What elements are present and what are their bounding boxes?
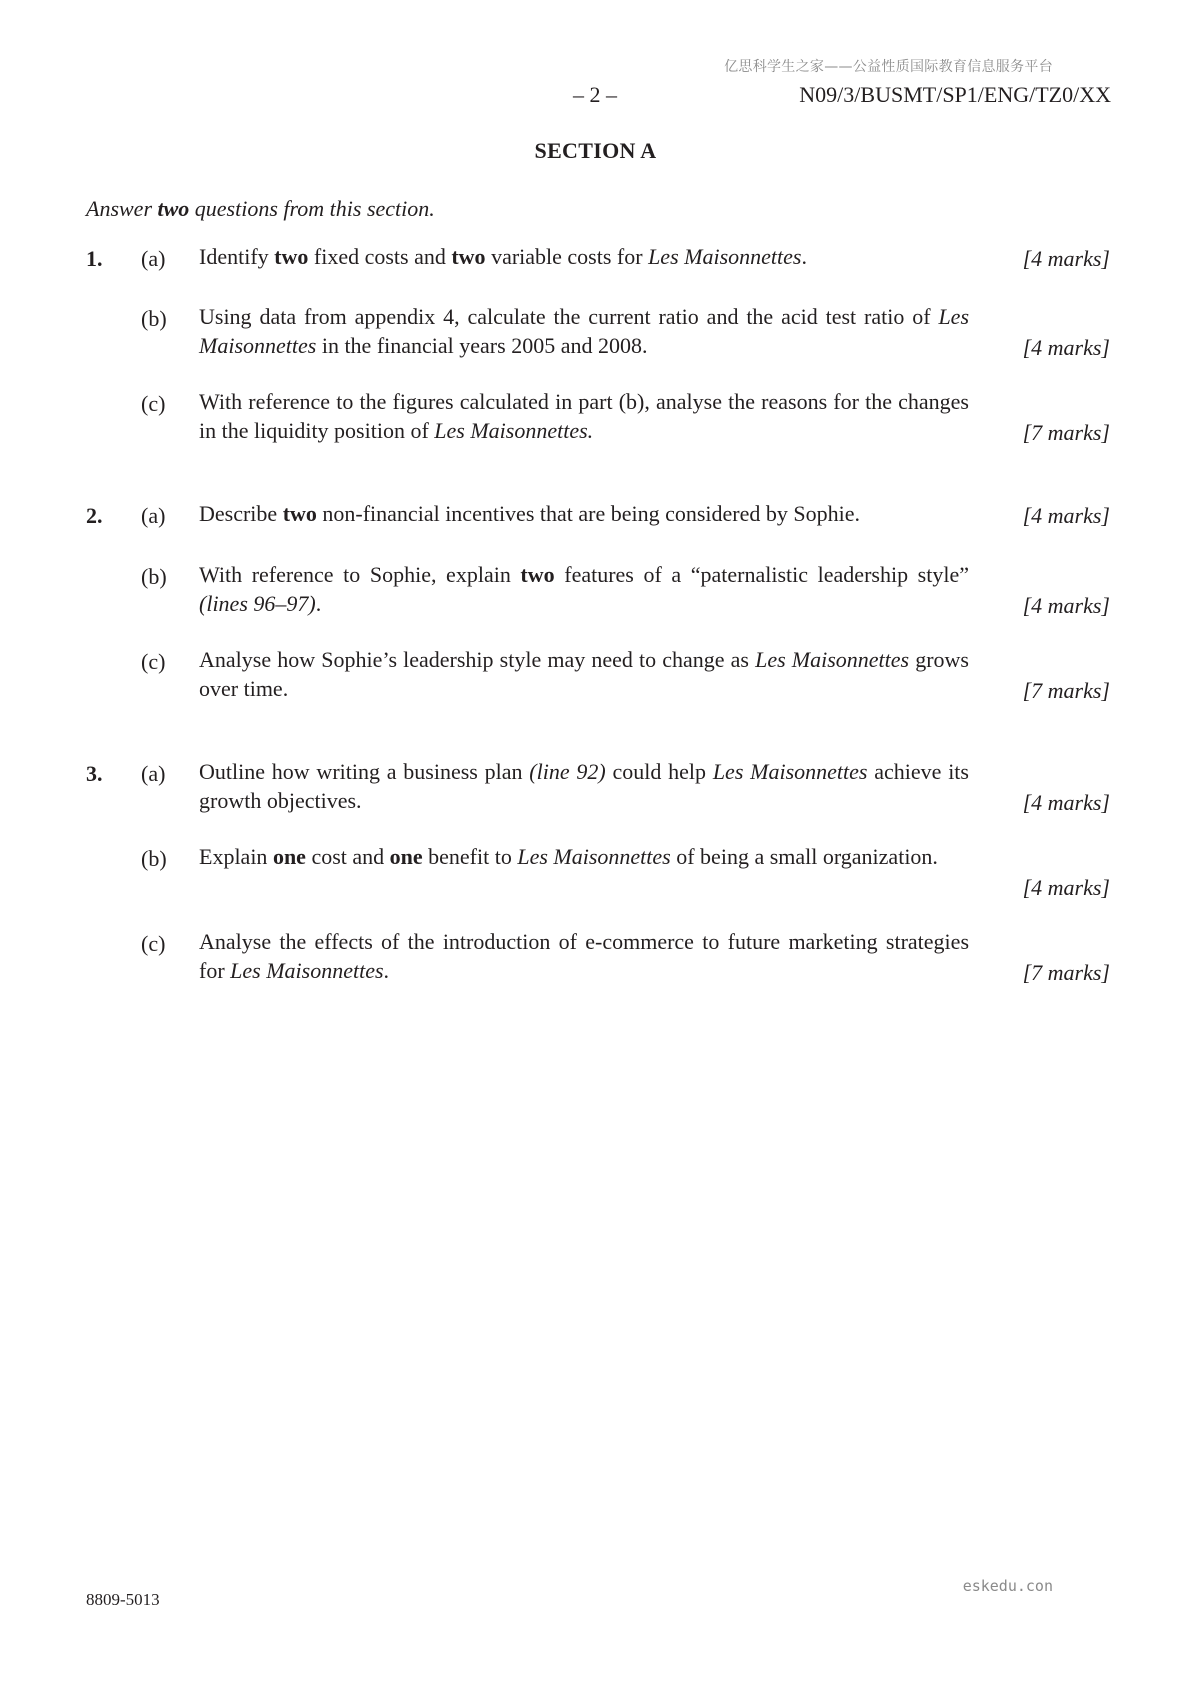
page-number: – 2 – <box>573 82 617 107</box>
marks-label: [4 marks] <box>1022 593 1110 618</box>
question-text-segment: features of a “paternalistic leadership style” <box>554 562 969 587</box>
question-text-segment: Analyse how Sophie’s leadership style may need to change as <box>199 647 756 672</box>
marks-label: [7 marks] <box>1022 960 1110 985</box>
question-text-segment: of being a small organization. <box>670 844 938 869</box>
question-text-segment: Identify <box>199 244 275 269</box>
question-text-segment: Using data from appendix 4, calculate the current ratio and the acid test ratio of <box>199 304 939 329</box>
question-text <box>199 560 969 618</box>
question-text-segment: in the financial years 2005 and 2008. <box>316 333 648 358</box>
question-text <box>199 387 969 445</box>
question-text-segment: variable costs for <box>485 244 649 269</box>
question-number: 2. <box>86 503 103 528</box>
question-number: 3. <box>86 761 103 786</box>
question-text <box>199 927 969 985</box>
question-text-segment: Describe <box>199 501 283 526</box>
question-part-label: (c) <box>141 649 166 674</box>
question-text-segment: Les Maisonnettes <box>230 958 384 983</box>
question-text-segment: Outline how writing a business plan <box>199 759 530 784</box>
question-text-segment: one <box>389 844 423 869</box>
question-text <box>199 842 969 871</box>
question-part-label: (a) <box>141 761 166 786</box>
question-text-segment: (line 92) <box>529 759 606 784</box>
question-text-segment: cost and <box>305 844 390 869</box>
footer-code: 8809-5013 <box>86 1590 160 1609</box>
watermark-bottom-text: eskedu.con <box>962 1577 1053 1595</box>
question-text <box>199 242 969 271</box>
question-text <box>199 757 969 815</box>
question-part-label: (a) <box>141 246 166 271</box>
question-text-segment: (lines 96–97) <box>199 591 316 616</box>
instruction <box>86 196 435 222</box>
question-text-segment: With reference to Sophie, explain <box>199 562 521 587</box>
watermark-top-text: 亿思科学生之家——公益性质国际教育信息服务平台 <box>724 59 1053 75</box>
marks-label: [4 marks] <box>1022 335 1110 360</box>
question-number: 1. <box>86 246 103 271</box>
instruction-before: Answer <box>86 196 158 221</box>
question-part-label: (b) <box>141 846 167 871</box>
question-text-segment: Les Maisonnettes. <box>434 418 594 443</box>
section-title: SECTION A <box>534 138 657 163</box>
marks-label: [4 marks] <box>1022 246 1110 271</box>
marks-label: [4 marks] <box>1022 790 1110 815</box>
question-text-segment: Les Maisonnettes <box>517 844 671 869</box>
question-text-segment: . <box>801 244 807 269</box>
question-part-label: (b) <box>141 306 167 331</box>
question-text <box>199 302 969 360</box>
question-text-segment: achieve its growth objectives. <box>199 759 969 813</box>
marks-label: [7 marks] <box>1022 420 1110 445</box>
marks-label: [7 marks] <box>1022 678 1110 703</box>
question-text-segment: benefit to <box>422 844 518 869</box>
question-text-segment: Explain <box>199 844 273 869</box>
question-text-segment: Les Maisonnettes <box>755 647 910 672</box>
question-text-segment: two <box>520 562 555 587</box>
question-part-label: (a) <box>141 503 166 528</box>
marks-label: [4 marks] <box>1022 875 1110 900</box>
question-text-segment: . <box>315 591 322 616</box>
marks-label: [4 marks] <box>1022 503 1110 528</box>
document-code: N09/3/BUSMT/SP1/ENG/TZ0/XX <box>799 82 1111 107</box>
question-text-segment: could help <box>605 759 713 784</box>
question-text-segment: two <box>282 501 317 526</box>
question-part-label: (c) <box>141 931 166 956</box>
question-text <box>199 645 969 703</box>
question-text-segment: Les Maisonnettes <box>648 244 802 269</box>
question-part-label: (c) <box>141 391 166 416</box>
question-text-segment: grows over time. <box>199 647 969 701</box>
question-text-segment: . <box>383 958 390 983</box>
question-text-segment: With reference to the figures calculated in part (b), analyse the reasons for the changes in the liquidity position of <box>199 389 969 443</box>
question-text-segment: Analyse the effects of the introduction of e-commerce to future marketing strategies for <box>199 929 969 983</box>
question-text-segment: Les Maisonnettes <box>712 759 868 784</box>
question-text-segment: non-financial incentives that are being considered by Sophie. <box>316 501 861 526</box>
instruction-emphasis: two <box>157 196 190 221</box>
question-text-segment: two <box>451 244 486 269</box>
question-text-segment: one <box>272 844 306 869</box>
question-text <box>199 499 969 528</box>
instruction-after: questions from this section. <box>189 196 435 221</box>
question-text-segment: fixed costs and <box>308 244 452 269</box>
question-text-segment: two <box>274 244 309 269</box>
question-text-segment: Les Maisonnettes <box>199 304 969 358</box>
question-part-label: (b) <box>141 564 167 589</box>
